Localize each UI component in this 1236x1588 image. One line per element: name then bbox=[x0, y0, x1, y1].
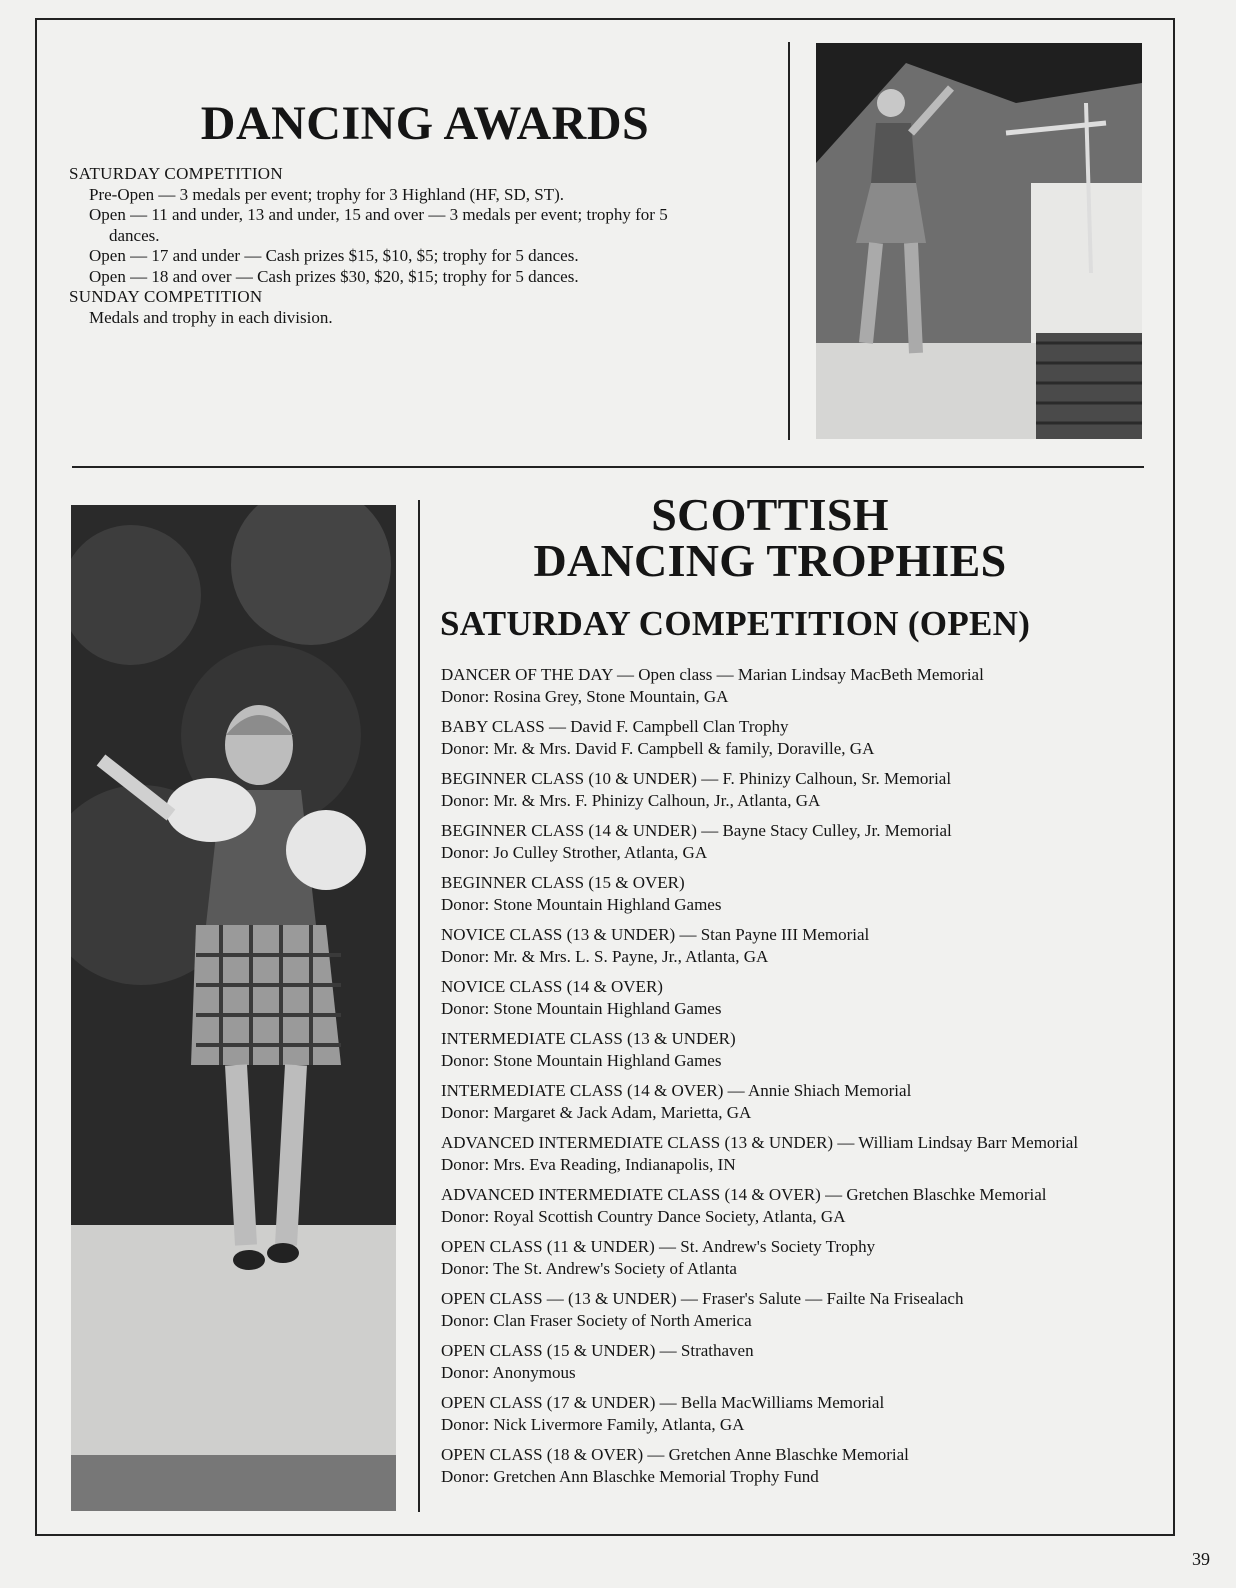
award-line: Open — 18 and over — Cash prizes $30, $20, $15; trophy for 5 dances. bbox=[89, 266, 579, 286]
trophy-donor: Donor: Clan Fraser Society of North America bbox=[441, 1310, 752, 1330]
trophy-title: NOVICE CLASS (14 & OVER) bbox=[441, 977, 663, 996]
trophy-donor: Donor: Nick Livermore Family, Atlanta, GA bbox=[441, 1414, 745, 1434]
trophy-entry bbox=[441, 1392, 1141, 1435]
trophy-entry bbox=[441, 1028, 1141, 1071]
award-line: Medals and trophy in each division. bbox=[89, 307, 333, 327]
trophy-entry bbox=[441, 1184, 1141, 1227]
trophy-donor: Donor: Anonymous bbox=[441, 1362, 576, 1382]
trophy-title: BEGINNER CLASS (15 & OVER) bbox=[441, 873, 685, 892]
dancing-awards-body bbox=[69, 164, 779, 328]
section-divider bbox=[72, 466, 1144, 468]
title-line-1: SCOTTISH bbox=[651, 489, 889, 540]
trophy-title: OPEN CLASS (18 & OVER) — Gretchen Anne Blaschke Memorial bbox=[441, 1445, 909, 1464]
trophy-donor: Donor: Royal Scottish Country Dance Society, Atlanta, GA bbox=[441, 1206, 846, 1226]
trophy-entry bbox=[441, 1236, 1141, 1279]
trophy-title: DANCER OF THE DAY — Open class — Marian Lindsay MacBeth Memorial bbox=[441, 665, 984, 684]
trophy-title: BEGINNER CLASS (14 & UNDER) — Bayne Stacy Culley, Jr. Memorial bbox=[441, 821, 952, 840]
award-line: dances. bbox=[109, 225, 160, 245]
photo-young-dancer bbox=[71, 505, 396, 1511]
sunday-heading: SUNDAY COMPETITION bbox=[69, 287, 263, 306]
trophy-title: OPEN CLASS (11 & UNDER) — St. Andrew's Society Trophy bbox=[441, 1237, 876, 1256]
trophy-entry bbox=[441, 1444, 1141, 1487]
trophy-title: BEGINNER CLASS (10 & UNDER) — F. Phinizy Calhoun, Sr. Memorial bbox=[441, 769, 952, 788]
trophy-title: NOVICE CLASS (13 & UNDER) — Stan Payne III Memorial bbox=[441, 925, 870, 944]
award-line: Pre-Open — 3 medals per event; trophy for 3 Highland (HF, SD, ST). bbox=[89, 184, 565, 204]
trophy-donor: Donor: The St. Andrew's Society of Atlanta bbox=[441, 1258, 737, 1278]
trophy-title: OPEN CLASS — (13 & UNDER) — Fraser's Salute — Failte Na Frisealach bbox=[441, 1289, 964, 1308]
bottom-divider-vertical bbox=[418, 500, 420, 1512]
trophy-entry bbox=[441, 1132, 1141, 1175]
trophy-donor: Donor: Stone Mountain Highland Games bbox=[441, 894, 722, 914]
title-line-2: DANCING TROPHIES bbox=[533, 535, 1007, 586]
trophy-donor: Donor: Gretchen Ann Blaschke Memorial Trophy Fund bbox=[441, 1466, 819, 1486]
trophy-entry bbox=[441, 1288, 1141, 1331]
dancing-awards-title: DANCING AWARDS bbox=[200, 97, 650, 150]
trophy-donor: Donor: Margaret & Jack Adam, Marietta, GA bbox=[441, 1102, 752, 1122]
trophy-donor: Donor: Mr. & Mrs. L. S. Payne, Jr., Atlanta, GA bbox=[441, 946, 769, 966]
trophy-title: OPEN CLASS (17 & UNDER) — Bella MacWilliams Memorial bbox=[441, 1393, 885, 1412]
trophy-donor: Donor: Stone Mountain Highland Games bbox=[441, 1050, 722, 1070]
trophy-donor: Donor: Stone Mountain Highland Games bbox=[441, 998, 722, 1018]
trophy-entry bbox=[441, 820, 1141, 863]
saturday-heading: SATURDAY COMPETITION bbox=[69, 164, 283, 183]
trophy-list bbox=[441, 664, 1141, 1496]
trophy-donor: Donor: Mr. & Mrs. David F. Campbell & family, Doraville, GA bbox=[441, 738, 875, 758]
award-line: Open — 17 and under — Cash prizes $15, $10, $5; trophy for 5 dances. bbox=[89, 246, 579, 265]
trophy-entry bbox=[441, 768, 1141, 811]
scottish-dancing-trophies-title bbox=[460, 489, 1080, 586]
trophy-title: INTERMEDIATE CLASS (13 & UNDER) bbox=[441, 1029, 736, 1048]
trophy-entry bbox=[441, 924, 1141, 967]
trophy-donor: Donor: Jo Culley Strother, Atlanta, GA bbox=[441, 842, 708, 862]
trophy-donor: Donor: Mrs. Eva Reading, Indianapolis, IN bbox=[441, 1154, 736, 1174]
trophy-title: ADVANCED INTERMEDIATE CLASS (13 & UNDER) — William Lindsay Barr Memorial bbox=[441, 1133, 1079, 1152]
trophy-title: ADVANCED INTERMEDIATE CLASS (14 & OVER) — Gretchen Blaschke Memorial bbox=[441, 1185, 1047, 1204]
trophy-entry bbox=[441, 976, 1141, 1019]
award-line: Open — 11 and under, 13 and under, 15 and over — 3 medals per event; trophy for 5 bbox=[89, 205, 668, 224]
trophy-donor: Donor: Rosina Grey, Stone Mountain, GA bbox=[441, 686, 729, 706]
saturday-competition-subtitle: SATURDAY COMPETITION (OPEN) bbox=[440, 604, 1031, 643]
page-number: 39 bbox=[1192, 1549, 1210, 1569]
trophy-entry bbox=[441, 664, 1141, 707]
photo-dancer-with-piper bbox=[816, 43, 1142, 439]
trophy-entry bbox=[441, 1340, 1141, 1383]
trophy-title: OPEN CLASS (15 & UNDER) — Strathaven bbox=[441, 1341, 754, 1360]
trophy-title: BABY CLASS — David F. Campbell Clan Trophy bbox=[441, 717, 789, 736]
trophy-entry bbox=[441, 872, 1141, 915]
trophy-entry bbox=[441, 1080, 1141, 1123]
trophy-title: INTERMEDIATE CLASS (14 & OVER) — Annie Shiach Memorial bbox=[441, 1081, 912, 1100]
trophy-entry bbox=[441, 716, 1141, 759]
trophy-donor: Donor: Mr. & Mrs. F. Phinizy Calhoun, Jr., Atlanta, GA bbox=[441, 790, 821, 810]
